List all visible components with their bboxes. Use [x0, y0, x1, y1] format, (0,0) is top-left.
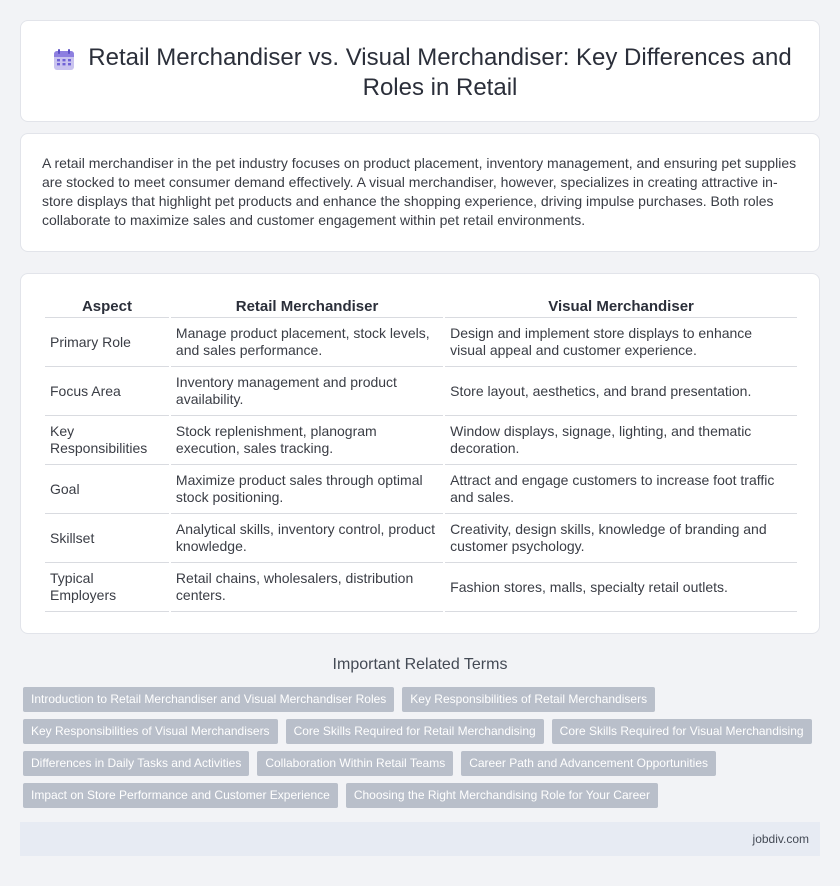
cell-retail: Analytical skills, inventory control, product knowledge.: [171, 514, 443, 563]
footer-site-link[interactable]: jobdiv.com: [752, 832, 809, 846]
cell-aspect: Goal: [45, 465, 169, 514]
footer: [20, 822, 820, 856]
table-row: [45, 563, 797, 612]
comparison-card: [20, 273, 820, 634]
intro-card: [20, 133, 820, 252]
related-term-link[interactable]: Differences in Daily Tasks and Activities: [23, 751, 249, 776]
cell-retail: Retail chains, wholesalers, distribution centers.: [171, 563, 443, 612]
comparison-table: [43, 296, 799, 612]
table-row: [45, 367, 797, 416]
related-term-link[interactable]: Career Path and Advancement Opportunities: [461, 751, 716, 776]
cell-visual: Design and implement store displays to enhance visual appeal and customer experience.: [445, 318, 797, 367]
cell-visual: Store layout, aesthetics, and brand presentation.: [445, 367, 797, 416]
related-terms-list: [23, 687, 823, 815]
table-row: [45, 465, 797, 514]
related-term-link[interactable]: Key Responsibilities of Visual Merchandisers: [23, 719, 278, 744]
related-term-link[interactable]: Core Skills Required for Retail Merchandising: [286, 719, 544, 744]
cell-retail: Maximize product sales through optimal stock positioning.: [171, 465, 443, 514]
cell-visual: Fashion stores, malls, specialty retail outlets.: [445, 563, 797, 612]
table-row: [45, 416, 797, 465]
related-term-link[interactable]: Introduction to Retail Merchandiser and Visual Merchandiser Roles: [23, 687, 394, 712]
table-row: [45, 318, 797, 367]
cell-aspect: Skillset: [45, 514, 169, 563]
cell-visual: Window displays, signage, lighting, and thematic decoration.: [445, 416, 797, 465]
cell-visual: Creativity, design skills, knowledge of branding and customer psychology.: [445, 514, 797, 563]
related-term-link[interactable]: Impact on Store Performance and Customer Experience: [23, 783, 338, 808]
cell-aspect: Typical Employers: [45, 563, 169, 612]
header-visual: Visual Merchandiser: [445, 296, 797, 318]
table-header-row: [45, 296, 797, 318]
header-aspect: Aspect: [45, 296, 169, 318]
cell-retail: Stock replenishment, planogram execution, sales tracking.: [171, 416, 443, 465]
intro-paragraph: A retail merchandiser in the pet industry focuses on product placement, inventory management, and ensuring pet supplies are stocked to meet consumer demand effectively. A visual merchandiser, however, specializes in creating attractive in-store displays that highlight pet products and enhance the shopping experience, driving impulse purchases. Both roles collaborate to maximize sales and customer engagement within pet retail environments.: [42, 155, 797, 228]
header-retail: Retail Merchandiser: [171, 296, 443, 318]
related-term-link[interactable]: Key Responsibilities of Retail Merchandisers: [402, 687, 655, 712]
related-term-link[interactable]: Core Skills Required for Visual Merchandising: [552, 719, 812, 744]
cell-aspect: Focus Area: [45, 367, 169, 416]
related-term-link[interactable]: Choosing the Right Merchandising Role for Your Career: [346, 783, 658, 808]
related-term-link[interactable]: Collaboration Within Retail Teams: [257, 751, 453, 776]
related-terms-heading: Important Related Terms: [332, 656, 508, 673]
page-title: Retail Merchandiser vs. Visual Merchandiser: Key Differences and Roles in Retail: [88, 44, 792, 101]
cell-aspect: Key Responsibilities: [45, 416, 169, 465]
table-row: [45, 514, 797, 563]
header-card: [20, 20, 820, 122]
cell-retail: Manage product placement, stock levels, and sales performance.: [171, 318, 443, 367]
cell-visual: Attract and engage customers to increase foot traffic and sales.: [445, 465, 797, 514]
cell-retail: Inventory management and product availability.: [171, 367, 443, 416]
cell-aspect: Primary Role: [45, 318, 169, 367]
